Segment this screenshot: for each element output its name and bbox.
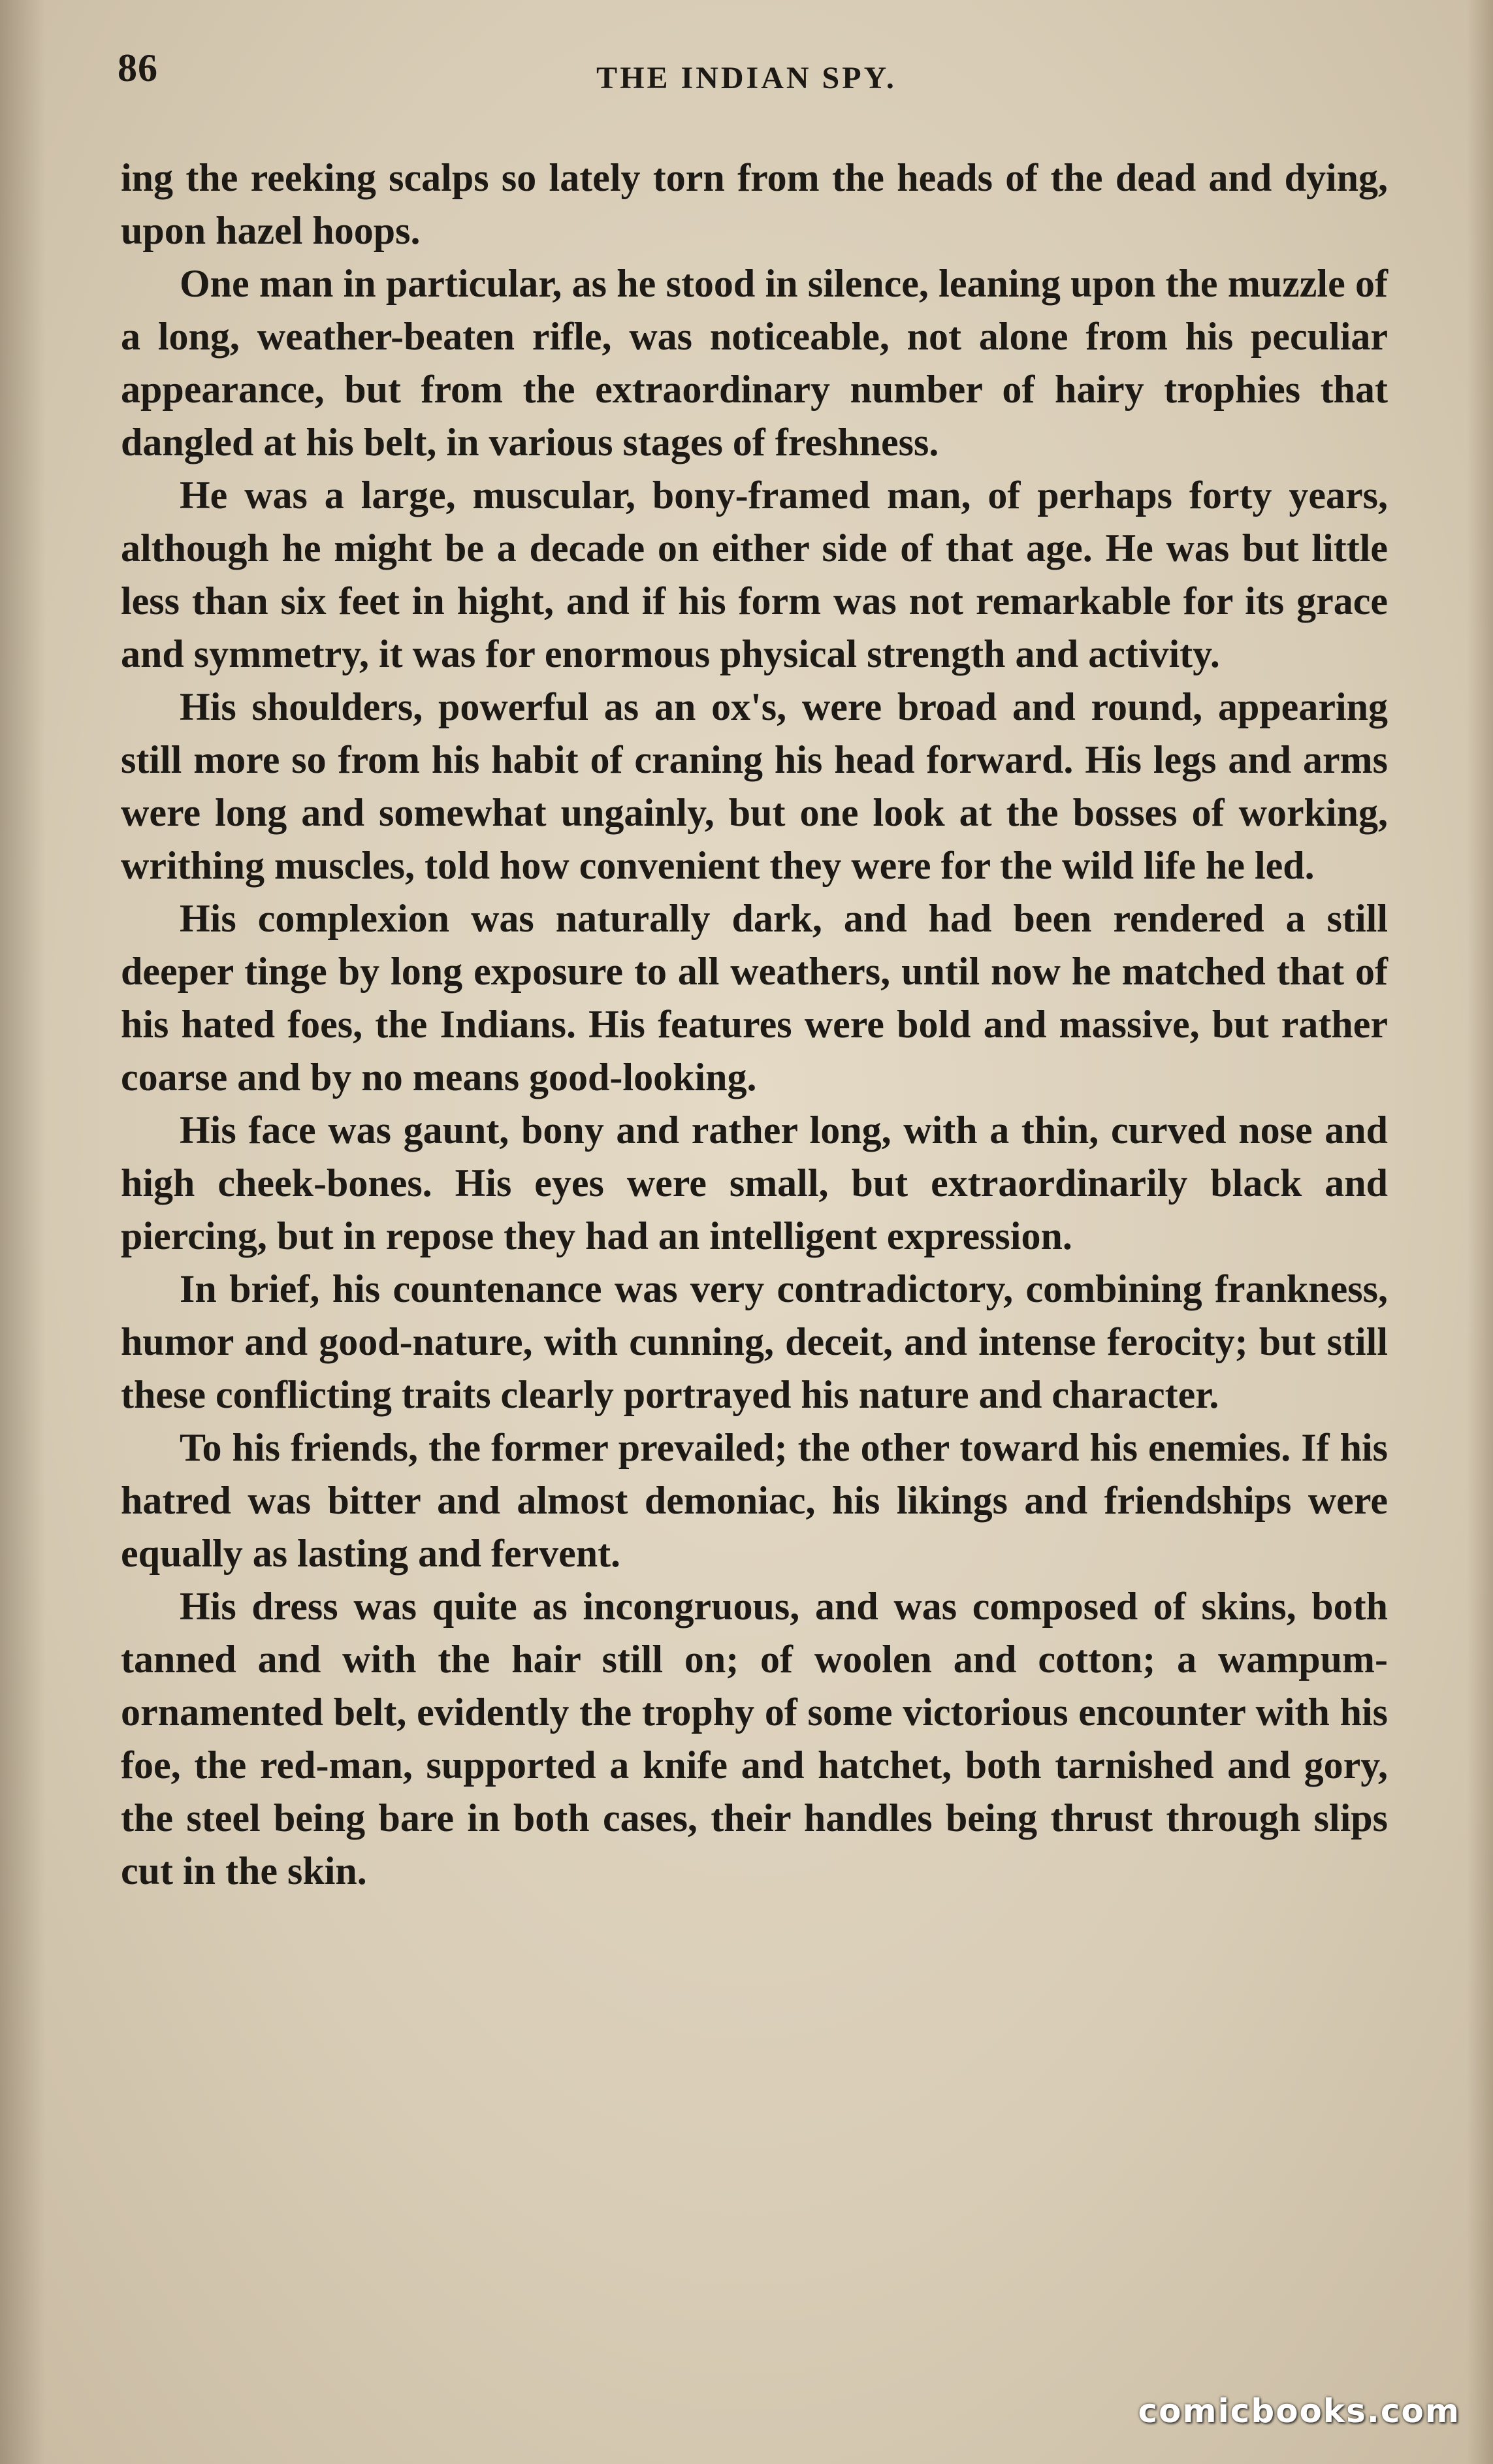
paragraph: In brief, his countenance was very contradictory, combining frankness, humor and good-nature, with cunning, deceit, and intense ferocity; but still these conflicting traits clearly portrayed his nature and character. [121, 1267, 1388, 1416]
spine-shadow [0, 0, 46, 2464]
paragraph: He was a large, muscular, bony-framed man, of perhaps forty years, although he might be a decade on either side of that age. He was but little less than six feet in hight, and if his form was not remarkable for its grace and symmetry, it was for enormous physical strength and activity. [121, 474, 1388, 675]
paragraph: His shoulders, powerful as an ox's, were broad and round, appearing still more so from his habit of craning his head forward. His legs and arms were long and somewhat ungainly, but one look at the bosses of working, writhing muscles, told how convenient they were for the wild life he led. [121, 685, 1388, 887]
body-text [121, 152, 1388, 1898]
page-edge [1467, 0, 1493, 2464]
paragraph: One man in particular, as he stood in silence, leaning upon the muzzle of a long, weather-beaten rifle, was noticeable, not alone from his peculiar appearance, but from the extraordinary number of hairy trophies that dangled at his belt, in various stages of freshness. [121, 262, 1388, 464]
watermark: comicbooks.com [1138, 2392, 1460, 2430]
running-head: THE INDIAN SPY. [596, 61, 897, 95]
page-number: 86 [118, 46, 158, 89]
paragraph: His face was gaunt, bony and rather long, with a thin, curved nose and high cheek-bones. His eyes were small, but extraordinarily black and piercing, but in repose they had an intelligent expression. [121, 1109, 1388, 1257]
paragraph: To his friends, the former prevailed; the other toward his enemies. If his hatred was bitter and almost demoniac, his likings and friendships were equally as lasting and fervent. [121, 1426, 1388, 1575]
paragraph: ing the reeking scalps so lately torn from the heads of the dead and dying, upon hazel hoops. [121, 156, 1388, 252]
paragraph: His complexion was naturally dark, and had been rendered a still deeper tinge by long exposure to all weathers, until now he matched that of his hated foes, the Indians. His features were bold and massive, but rather coarse and by no means good-looking. [121, 897, 1388, 1099]
paragraph: His dress was quite as incongruous, and was composed of skins, both tanned and with the hair still on; of woolen and cotton; a wampum-ornamented belt, evidently the trophy of some victorious encounter with his foe, the red-man, supported a knife and hatchet, both tarnished and gory, the steel being bare in both cases, their handles being thrust through slips cut in the skin. [121, 1585, 1388, 1892]
